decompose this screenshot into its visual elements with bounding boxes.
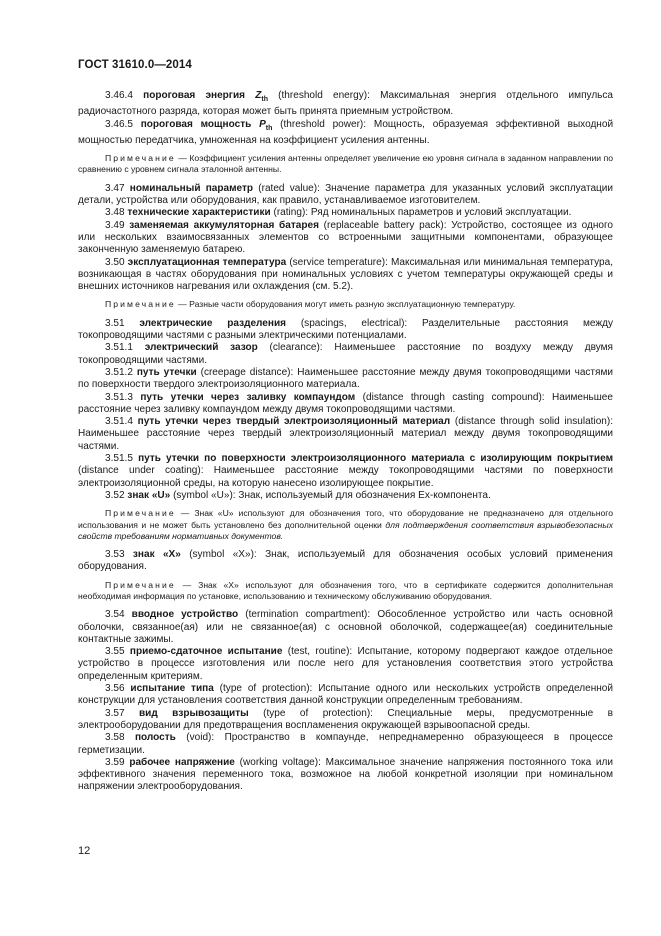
entry-term: путь утечки через заливку компаундом	[140, 391, 356, 403]
entry-definition: Мощность, образуемая эффективной выходной мощностью передатчика, умноженная на коэффициент усиления антенны.	[78, 118, 614, 146]
entry-3-56	[78, 683, 613, 708]
entry-3-48	[78, 207, 613, 219]
entry-definition: Наименьшее расстояние по воздуху между двумя токопроводящими частями.	[78, 342, 613, 366]
entry-definition: Разделительные расстояния между токопроводящими частями с разными электрическими потенциалами.	[78, 317, 613, 342]
entry-english: (threshold power):	[280, 118, 367, 130]
entry-number: 3.58	[105, 732, 125, 744]
entry-3-51-5	[78, 453, 613, 490]
entry-english: (symbol «U»):	[173, 489, 236, 501]
entry-english: (type of protection):	[219, 683, 313, 695]
entry-english: (termination compartment):	[245, 609, 371, 621]
entry-number: 3.51	[105, 317, 125, 329]
entry-number: 3.51.3	[105, 391, 133, 403]
entry-term: полость	[134, 732, 176, 744]
entry-number: 3.56	[105, 683, 125, 695]
entry-english: (distance under coating):	[78, 465, 204, 477]
note-label: Примечание	[105, 508, 176, 519]
entry-definition: Устройство, состоящее из одного или нескольких взаимосвязанных элементов со встроенными защитными компонентами, образующее законченную заменяемую батарею.	[78, 219, 613, 256]
entry-3-46-4	[78, 90, 613, 119]
note-3-46-5	[78, 153, 613, 176]
entry-definition: Пространство в компаунде, непреднамеренно образующееся в процессе герметизации.	[78, 732, 614, 756]
note-3-50	[78, 299, 613, 310]
entry-number: 3.48	[105, 207, 125, 219]
entry-term: рабочее напряжение	[129, 756, 235, 768]
note-text: Знак «X» используют для обозначения того, что в сертификате содержится дополнительная необходимая информация по установке, использованию и техническому обслуживанию оборудования.	[78, 579, 614, 601]
document-header: ГОСТ 31610.0—2014	[78, 59, 192, 71]
entry-definition: Знак, используемый для обозначения особых условий применения оборудования.	[78, 549, 613, 573]
entry-term: электрические разделения	[139, 317, 287, 329]
entry-english: (working voltage):	[239, 756, 321, 768]
entry-english: (rated value):	[258, 182, 320, 194]
entry-definition: Максимальная или минимальная температура, возникающая в частях оборудования при номинальных условиях с учетом температуры окружающей среды и внешних источников нагревания или охлаждения (см. 5.2).	[78, 256, 614, 293]
entry-definition: Специальные меры, предусмотренные в электрооборудовании для предотвращения воспламенения окружающей взрывоопасной среды.	[78, 707, 613, 731]
entry-3-55	[78, 646, 613, 683]
entry-symbol: Z	[255, 90, 262, 101]
entry-definition: Значение параметра для указанных условий эксплуатации детали, устройства или оборудования, как правило, устанавливаемое изготовителем.	[78, 182, 614, 207]
entry-english: (symbol «X»):	[189, 549, 257, 561]
entry-english: (void):	[186, 732, 215, 744]
note-text: Коэффициент усиления антенны определяет увеличение ею уровня сигнала в заданном направлении по сравнению с уровнем сигнала эталонной антенны.	[78, 153, 614, 175]
note-dash: —	[182, 579, 192, 590]
entry-definition: Максимальное значение напряжения постоянного тока или эффективного значения переменного тока, возможное на любой конкретной изоляции при номинальном напряжении электрооборудования.	[78, 756, 614, 793]
entry-definition: Ряд номинальных параметров и условий эксплуатации.	[310, 207, 572, 219]
entry-number: 3.50	[105, 256, 125, 268]
entry-number: 3.51.1	[105, 342, 133, 354]
entry-term: номинальный параметр	[129, 182, 254, 194]
entry-number: 3.51.5	[105, 453, 133, 465]
entry-term: испытание типа	[130, 683, 214, 695]
entry-number: 3.47	[105, 182, 125, 194]
entry-term: пороговая энергия	[143, 90, 246, 101]
note-label: Примечание	[105, 579, 176, 590]
entry-definition: Максимальная энергия отдельного импульса радиочастотного разряда, которая может быть принята приемным устройством.	[78, 90, 614, 118]
entry-english: (spacings, electrical):	[300, 317, 408, 329]
entry-term: технические характеристики	[127, 207, 271, 219]
entry-3-47	[78, 183, 613, 208]
entry-term: эксплуатационная температура	[127, 256, 287, 268]
entry-term: пороговая мощность	[140, 118, 252, 130]
entry-3-57	[78, 708, 613, 733]
entry-english: (creepage distance):	[200, 366, 294, 378]
entry-definition: Обособленное устройство или часть основной оболочки, связанное(ая) или не связанное(ая) с основной оболочкой, содержащее(ая) соединительные контактные зажимы.	[78, 609, 614, 645]
entry-definition: Наименьшее расстояние через заливку компаундом между двумя токопроводящими частями.	[78, 391, 613, 415]
note-label: Примечание	[105, 299, 176, 310]
entry-symbol-subscript: th	[265, 124, 273, 132]
entry-3-51-4	[78, 416, 613, 453]
entry-number: 3.51.4	[105, 416, 133, 428]
entry-term: приемо-сдаточное испытание	[129, 646, 283, 658]
entry-3-51	[78, 318, 613, 343]
entry-3-53	[78, 549, 613, 574]
entry-number: 3.51.2	[105, 366, 133, 378]
entry-english: (rating):	[273, 207, 309, 219]
entry-english: (service temperature):	[289, 256, 388, 268]
entry-number: 3.59	[105, 756, 125, 768]
entry-english: (test, routine):	[287, 646, 353, 658]
entry-3-51-2	[78, 367, 613, 392]
entry-definition: Знак, используемый для обозначения Ex-компонента.	[238, 489, 491, 501]
entry-number: 3.52	[105, 489, 125, 501]
entry-english: (replaceable battery pack):	[323, 219, 447, 231]
entry-definition: Наименьшее расстояние между токопроводящими частями по поверхности электроизоляционной среды, на которую нанесено изолирующее покрытие.	[78, 465, 613, 489]
entry-symbol: P	[259, 118, 266, 130]
entry-term: электрический зазор	[144, 342, 258, 354]
entry-term: вид взрывозащиты	[139, 707, 249, 719]
entry-term: вводное устройство	[131, 609, 239, 621]
note-dash: —	[180, 508, 190, 519]
note-dash: —	[178, 299, 187, 310]
entry-term: заменяемая аккумуляторная батарея	[129, 219, 319, 231]
entry-term: путь утечки через твердый электроизоляционный материал	[137, 416, 451, 428]
note-3-52	[78, 508, 613, 542]
entry-3-54	[78, 609, 613, 646]
entry-3-52	[78, 490, 613, 502]
entry-english: (clearance):	[269, 342, 323, 354]
entry-english: (type of protection):	[263, 707, 373, 719]
entry-number: 3.46.4	[105, 90, 133, 101]
entry-term: знак «X»	[132, 549, 181, 561]
note-3-53	[78, 580, 613, 603]
entry-3-50	[78, 257, 613, 294]
entry-number: 3.55	[105, 646, 125, 658]
entry-term: путь утечки	[136, 366, 197, 378]
entry-term: знак «U»	[127, 489, 171, 501]
entry-number: 3.53	[105, 549, 125, 561]
entry-english: (distance through casting compound):	[362, 391, 545, 403]
note-dash: —	[178, 153, 187, 164]
note-italic-text: для подтверждения соответствия взрывобезопасных свойств требованиям нормативных документов.	[78, 519, 613, 541]
note-label: Примечание	[105, 153, 176, 164]
entry-3-51-3	[78, 392, 613, 417]
entry-number: 3.54	[105, 609, 125, 621]
page-number: 12	[78, 845, 91, 857]
entry-definition: Испытание, которому подвергают каждое отдельное устройство в процессе изготовления или после него для установления соответствия этого устройства определенным критериям.	[78, 646, 613, 682]
entry-3-51-1	[78, 342, 613, 367]
entry-definition: Наименьшее расстояние через твердый электроизоляционный материал между двумя токопроводящими частями.	[78, 428, 613, 452]
entry-definition: Наименьшее расстояние между двумя токопроводящими частями по поверхности твердого электроизоляционного материала.	[78, 366, 613, 391]
entry-number: 3.46.5	[105, 118, 133, 130]
entry-symbol-subscript: th	[261, 96, 268, 103]
entry-3-58	[78, 732, 613, 757]
entry-english: (threshold energy):	[278, 90, 370, 101]
note-text: Разные части оборудования могут иметь разную эксплуатационную температуру.	[189, 299, 516, 310]
entry-3-59	[78, 757, 613, 794]
entry-number: 3.57	[105, 707, 125, 719]
entry-term: путь утечки по поверхности электроизоляционного материала с изолирующим покрытием	[138, 453, 613, 465]
entry-3-49	[78, 220, 613, 257]
entry-number: 3.49	[105, 219, 125, 231]
entry-definition: Испытание одного или нескольких устройств определенной конструкции для установления соответствия данной конструкции определенным требованиям.	[78, 683, 613, 707]
entry-3-46-5	[78, 119, 613, 148]
document-body	[78, 90, 613, 794]
entry-english: (distance through solid insulation):	[454, 416, 614, 428]
note-text: Знак «U» используют для обозначения того, что оборудование не предназначено для отдельного использования и не может быть установлено без дополнительной оценки	[78, 508, 614, 530]
